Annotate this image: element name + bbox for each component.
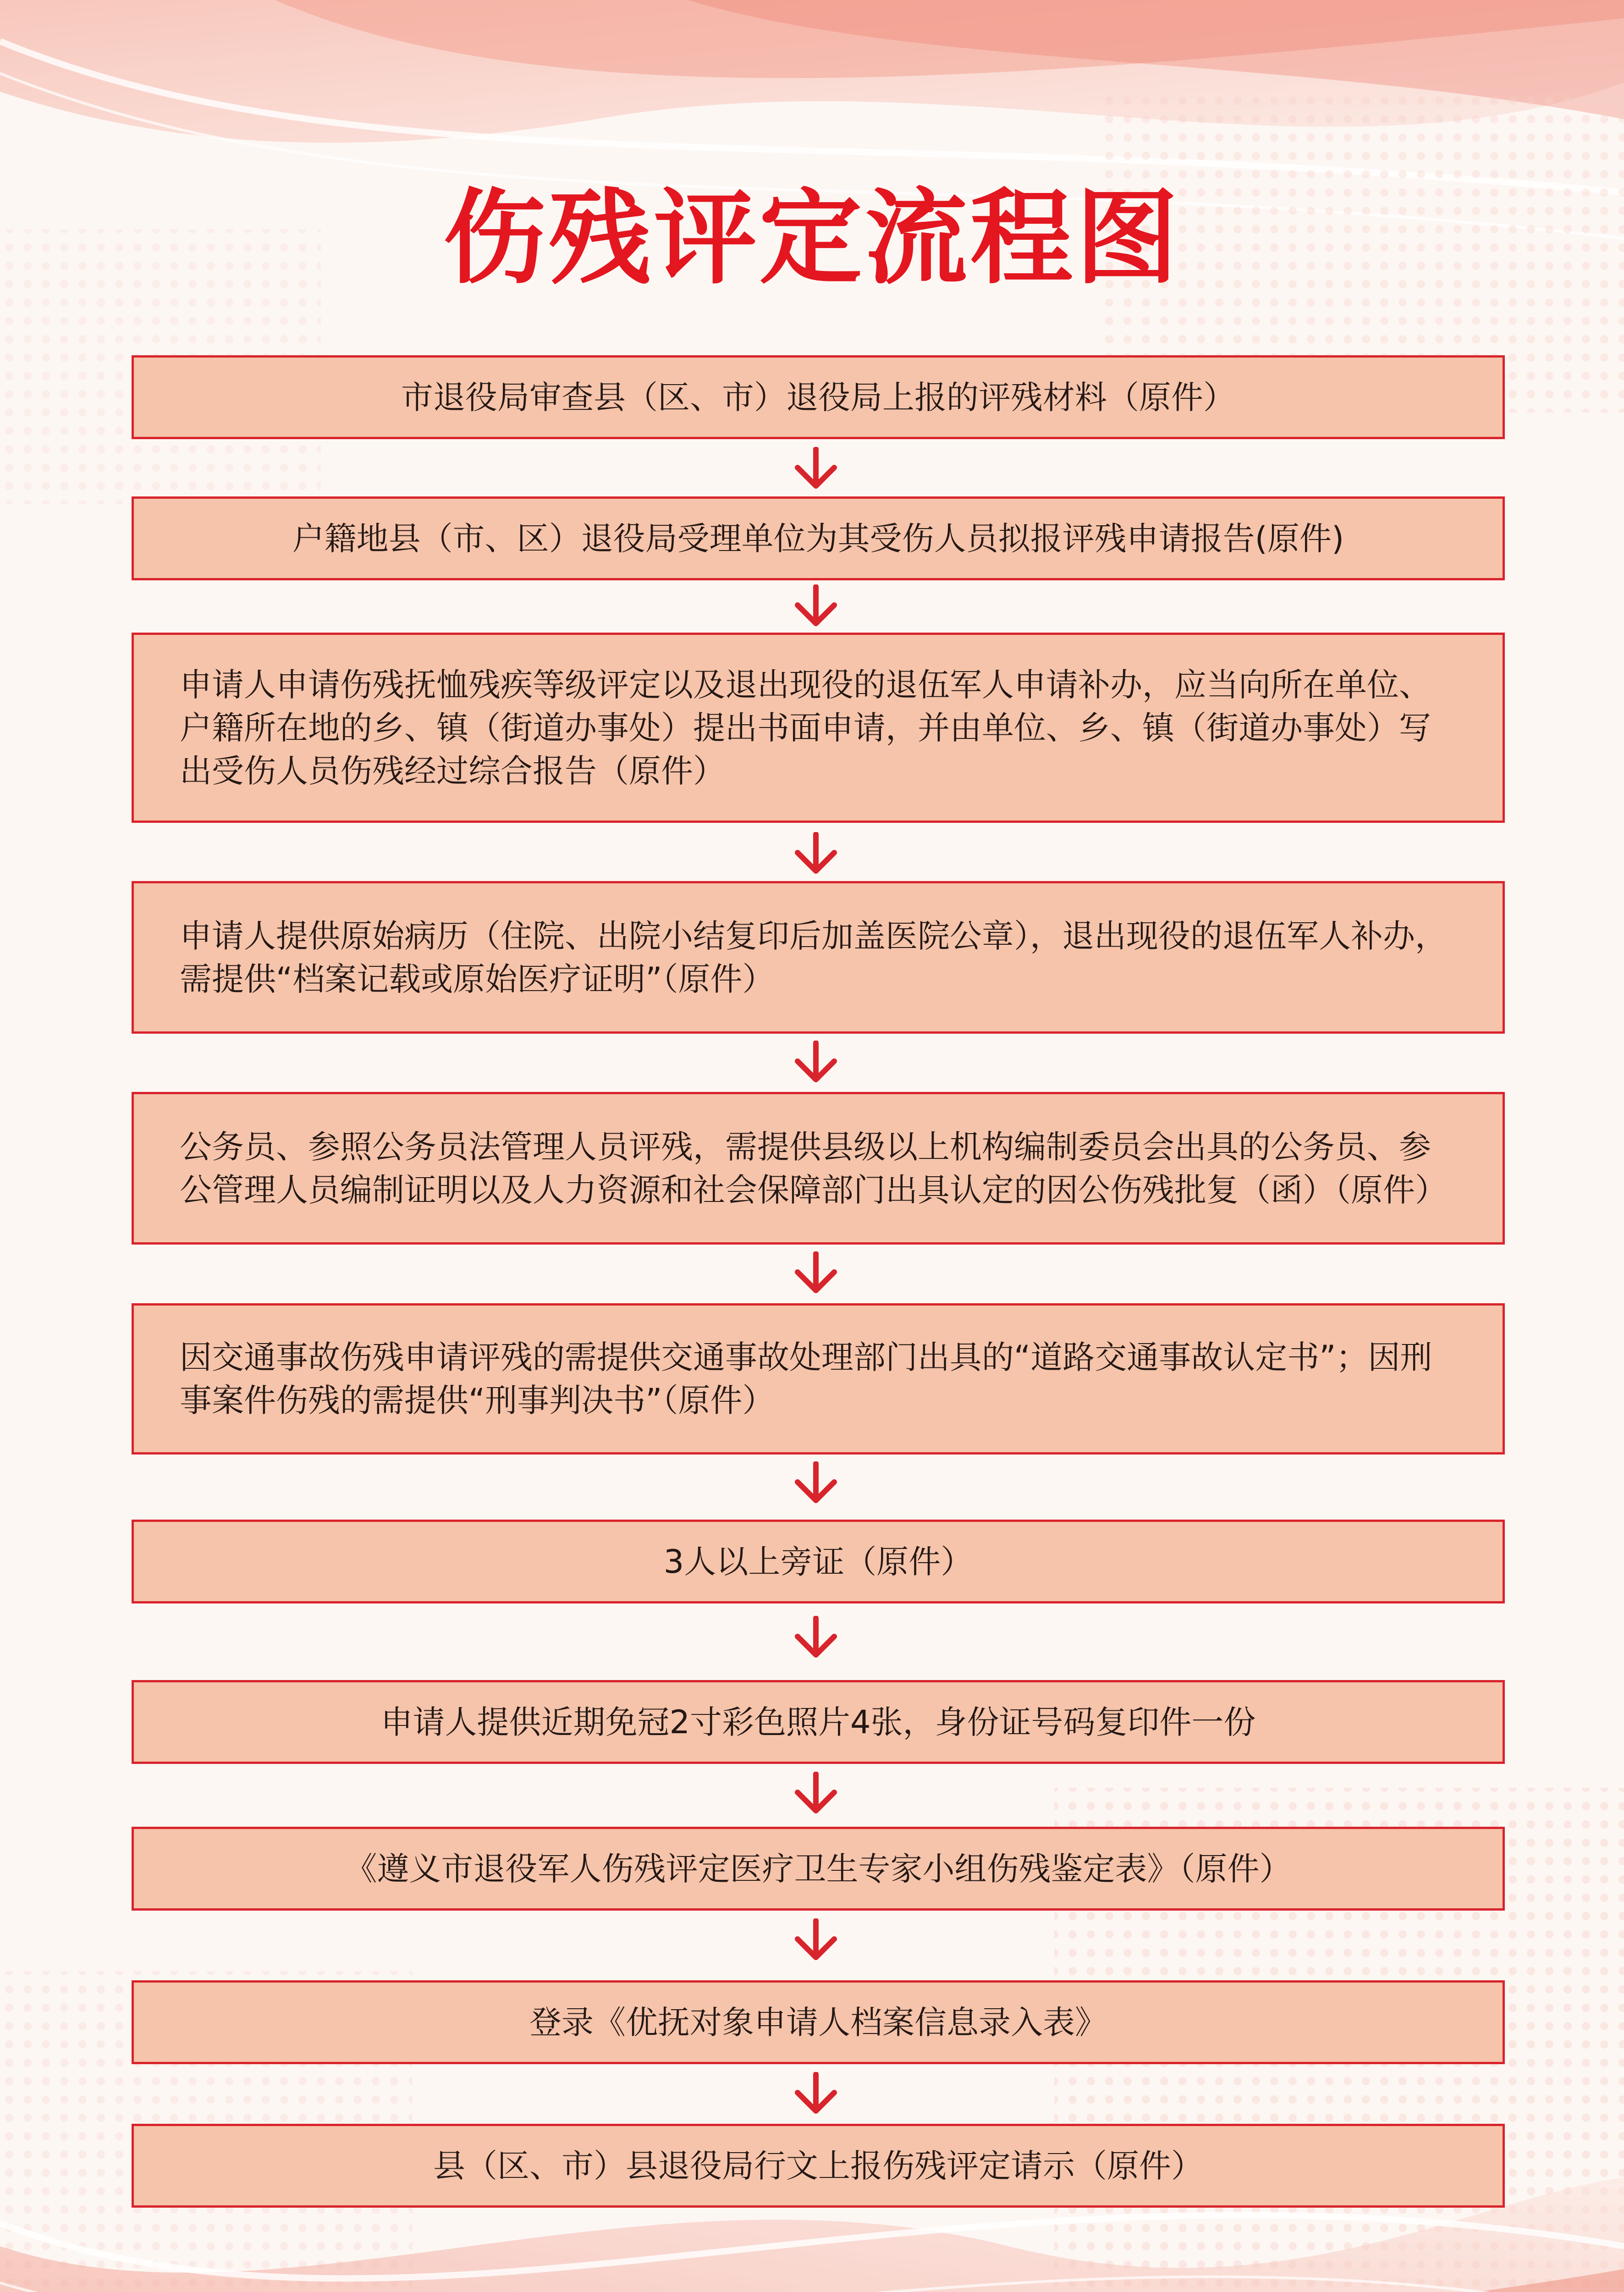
flow-step-9-text: 《遵义市退役军人伤残评定医疗卫生专家小组伤残鉴定表》（原件）	[345, 1850, 1292, 1888]
down-arrow-icon	[791, 832, 841, 878]
flow-step-11	[132, 2124, 1505, 2208]
flow-step-10	[132, 1980, 1505, 2064]
flow-step-5	[132, 1092, 1505, 1245]
flow-step-8	[132, 1680, 1505, 1764]
flow-step-7-text: 3人以上旁证（原件）	[663, 1543, 973, 1581]
flow-step-11-text: 县（区、市）县退役局行文上报伤残评定请示（原件）	[433, 2147, 1203, 2185]
down-arrow-icon	[791, 1616, 841, 1662]
flow-step-3-text: 申请人申请伤残抚恤残疾等级评定以及退出现役的退伍军人申请补办，应当向所在单位、户籍所在地的乡、镇（街道办事处）提出书面申请，并由单位、乡、镇（街道办事处）写出受伤人员伤残经过综合报告（原件）	[180, 666, 1431, 790]
flow-step-9	[132, 1827, 1505, 1911]
down-arrow-icon	[791, 1918, 841, 1964]
down-arrow-icon	[791, 1041, 841, 1086]
flow-step-7	[132, 1520, 1505, 1603]
flow-step-6-text: 因交通事故伤残申请评残的需提供交通事故处理部门出具的“道路交通事故认定书”；因刑事案件伤残的需提供“刑事判决书”（原件）	[180, 1339, 1432, 1419]
down-arrow-icon	[791, 584, 841, 630]
flow-step-2-text: 户籍地县（市、区）退役局受理单位为其受伤人员拟报评残申请报告(原件)	[292, 519, 1344, 557]
page-title: 伤残评定流程图	[443, 178, 1181, 298]
flow-step-2	[132, 496, 1505, 580]
down-arrow-icon	[791, 2072, 841, 2118]
flow-step-10-text: 登录《优抚对象申请人档案信息录入表》	[529, 2003, 1107, 2041]
flow-step-1-text: 市退役局审查县（区、市）退役局上报的评残材料（原件）	[401, 378, 1235, 416]
flow-step-4-text: 申请人提供原始病历（住院、出院小结复印后加盖医院公章），退出现役的退伍军人补办，需提供“档案记载或原始医疗证明”（原件）	[180, 917, 1447, 998]
down-arrow-icon	[791, 1251, 841, 1297]
down-arrow-icon	[791, 1772, 841, 1818]
flow-step-8-text: 申请人提供近期免冠2寸彩色照片4张，身份证号码复印件一份	[380, 1703, 1256, 1741]
down-arrow-icon	[791, 447, 841, 493]
flow-step-5-text: 公务员、参照公务员法管理人员评残，需提供县级以上机构编制委员会出具的公务员、参公管理人员编制证明以及人力资源和社会保障部门出具认定的因公伤残批复（函）（原件）	[180, 1128, 1447, 1209]
flow-step-4	[132, 881, 1505, 1034]
flow-step-1	[132, 355, 1505, 439]
flow-step-6	[132, 1303, 1505, 1455]
flow-step-3	[132, 633, 1505, 823]
down-arrow-icon	[791, 1461, 841, 1507]
